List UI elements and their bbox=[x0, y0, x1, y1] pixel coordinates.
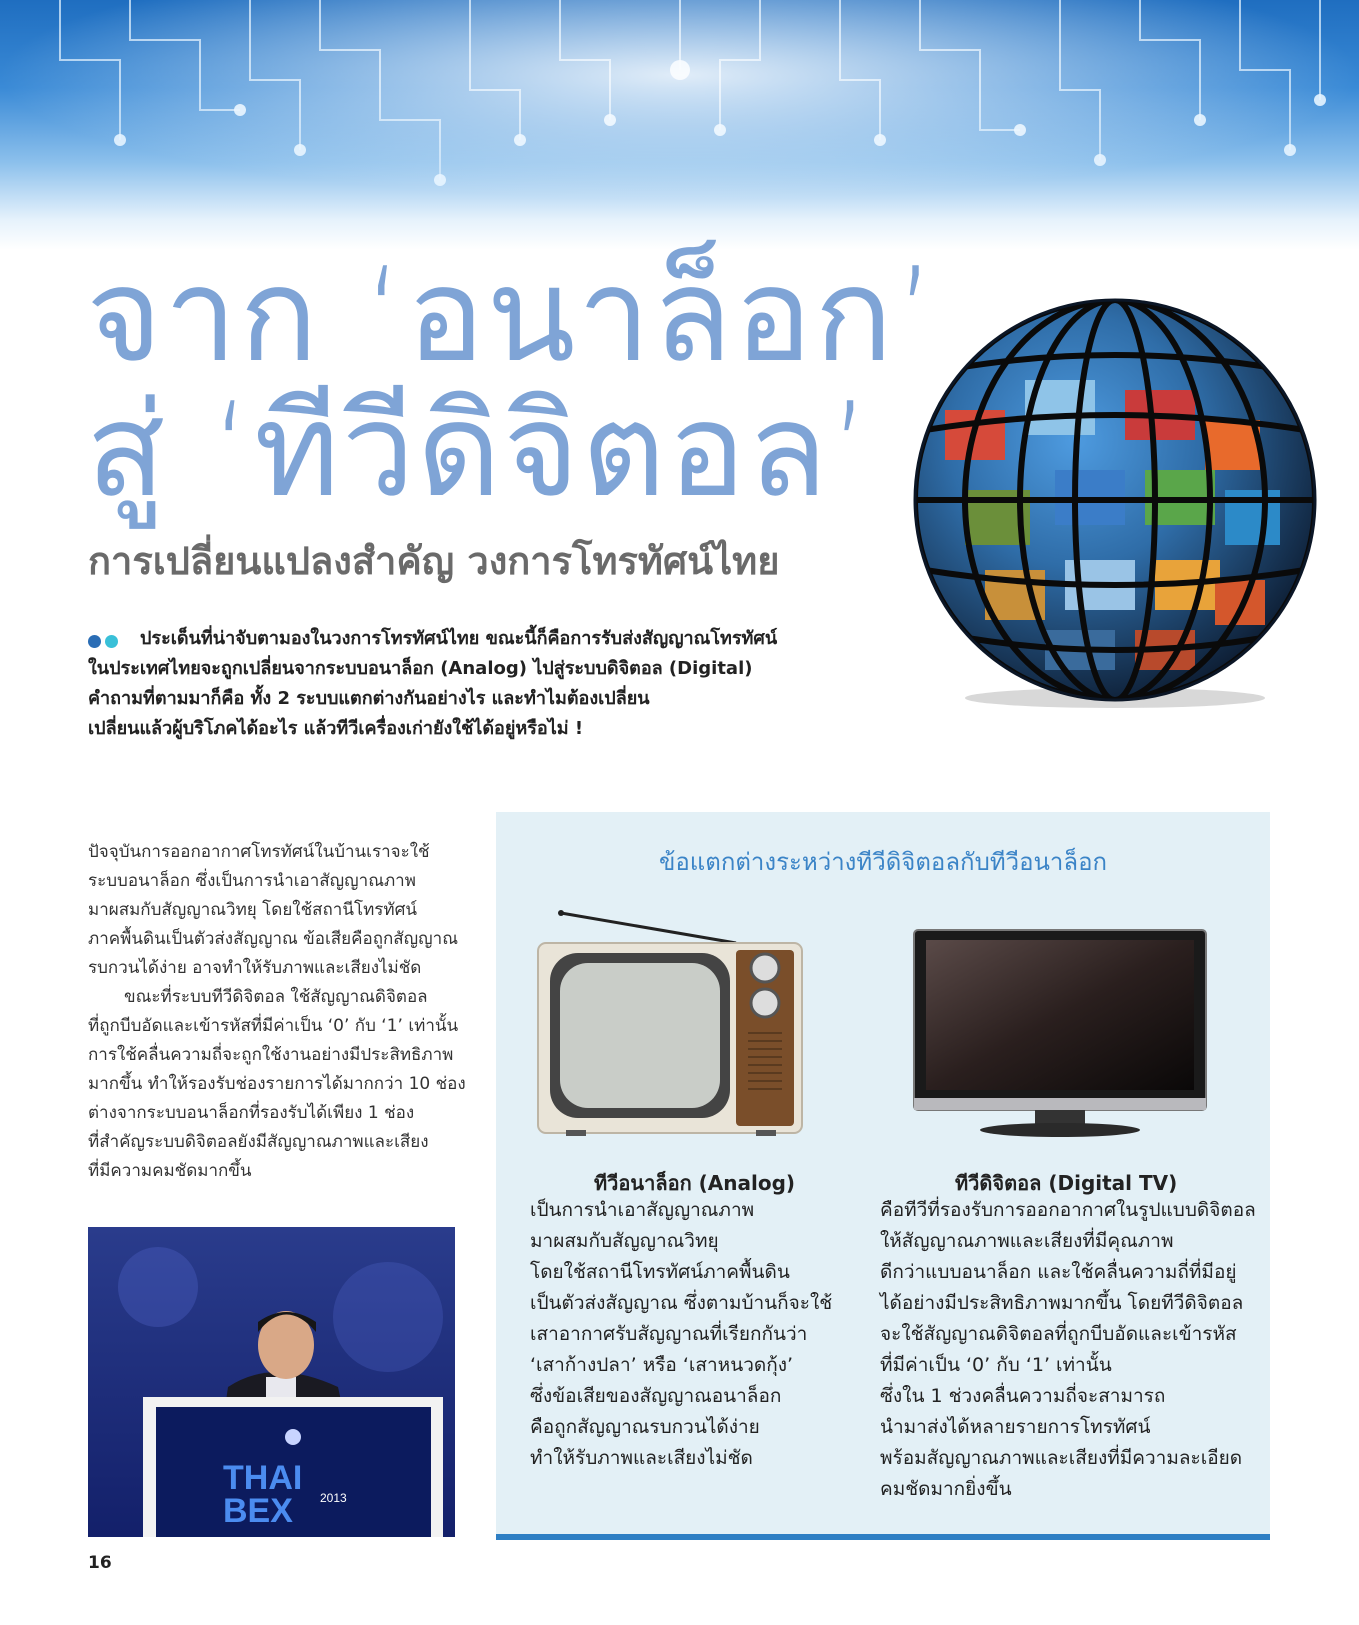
digital-heading: ทีวีดิจิตอล (Digital TV) bbox=[955, 1171, 1178, 1195]
digital-line: นำมาส่งได้หลายรายการโทรทัศน์ bbox=[880, 1416, 1151, 1438]
digital-line: ดีกว่าแบบอนาล็อก และใช้คลื่นความถี่ที่มีอยู่ bbox=[880, 1261, 1237, 1283]
body-line: ที่สำคัญระบบดิจิตอลยังมีสัญญาณภาพและเสียง bbox=[88, 1132, 429, 1152]
headline-line-2: สู่ ‘ทีวีดิจิตอล’ bbox=[86, 374, 873, 526]
digital-line: คือทีวีที่รองรับการออกอากาศในรูปแบบดิจิตอล bbox=[880, 1199, 1256, 1221]
digital-line: ซึ่งใน 1 ช่วงคลื่นความถี่จะสามารถ bbox=[880, 1385, 1166, 1407]
speaker-photo bbox=[88, 1227, 455, 1537]
digital-line: ที่มีค่าเป็น ‘0’ กับ ‘1’ เท่านั้น bbox=[880, 1354, 1112, 1376]
intro-line: คำถามที่ตามมาก็คือ ทั้ง 2 ระบบแตกต่างกันอย่างไร และทำไมต้องเปลี่ยน bbox=[88, 688, 650, 709]
intro-line: ในประเทศไทยจะถูกเปลี่ยนจากระบบอนาล็อก (Analog) ไปสู่ระบบดิจิตอล (Digital) bbox=[88, 658, 753, 679]
podium-year-text: 2013 bbox=[320, 1491, 347, 1505]
body-line: มาผสมกับสัญญาณวิทยุ โดยใช้สถานีโทรทัศน์ bbox=[88, 900, 418, 920]
analog-line: ซึ่งข้อเสียของสัญญาณอนาล็อก bbox=[530, 1385, 782, 1407]
headline-line-1: จาก ‘อนาล็อก’ bbox=[86, 239, 939, 391]
digital-line: ได้อย่างมีประสิทธิภาพมากขึ้น โดยทีวีดิจิตอล bbox=[880, 1292, 1244, 1314]
digital-line: คมชัดมากยิ่งขึ้น bbox=[880, 1478, 1012, 1500]
analog-heading: ทีวีอนาล็อก (Analog) bbox=[594, 1171, 796, 1195]
body-line: ปัจจุบันการออกอากาศโทรทัศน์ในบ้านเราจะใช้ bbox=[88, 842, 430, 862]
analog-line: ‘เสาก้างปลา’ หรือ ‘เสาหนวดกุ้ง’ bbox=[530, 1354, 794, 1376]
analog-line: ทำให้รับภาพและเสียงไม่ชัด bbox=[530, 1447, 753, 1469]
body-line: ที่มีความคมชัดมากขึ้น bbox=[88, 1161, 252, 1181]
analog-line: คือถูกสัญญาณรบกวนได้ง่าย bbox=[530, 1416, 760, 1438]
analog-line: เป็นตัวส่งสัญญาณ ซึ่งตามบ้านก็จะใช้ bbox=[530, 1292, 833, 1314]
body-line: ระบบอนาล็อก ซึ่งเป็นการนำเอาสัญญาณภาพ bbox=[88, 871, 416, 891]
analog-line: เสาอากาศรับสัญญาณที่เรียกกันว่า bbox=[530, 1323, 808, 1345]
comparison-title: ข้อแตกต่างระหว่างทีวีดิจิตอลกับทีวีอนาล็อก bbox=[658, 848, 1108, 876]
tv-screens-globe-image bbox=[905, 290, 1325, 710]
body-line: มากขึ้น ทำให้รองรับช่องรายการได้มากกว่า 10 ช่อง bbox=[88, 1074, 466, 1094]
intro-line: ประเด็นที่น่าจับตามองในวงการโทรทัศน์ไทย ขณะนี้ก็คือการรับส่งสัญญาณโทรทัศน์ bbox=[140, 628, 778, 649]
analog-line: โดยใช้สถานีโทรทัศน์ภาคพื้นดิน bbox=[530, 1261, 790, 1283]
body-line: ภาคพื้นดินเป็นตัวส่งสัญญาณ ข้อเสียคือถูกสัญญาณ bbox=[88, 929, 458, 949]
digital-tv-image bbox=[910, 928, 1210, 1138]
analog-line: มาผสมกับสัญญาณวิทยุ bbox=[530, 1230, 719, 1252]
body-line: ขณะที่ระบบทีวีดิจิตอล ใช้สัญญาณดิจิตอล bbox=[124, 987, 428, 1007]
intro-line: เปลี่ยนแล้วผู้บริโภคได้อะไร แล้วทีวีเครื่องเก่ายังใช้ได้อยู่หรือไม่ ! bbox=[88, 718, 584, 739]
podium-logo-text: BEX bbox=[223, 1492, 293, 1530]
digital-line: พร้อมสัญญาณภาพและเสียงที่มีความละเอียด bbox=[880, 1447, 1243, 1469]
body-line: ที่ถูกบีบอัดและเข้ารหัสที่มีค่าเป็น ‘0’ กับ ‘1’ เท่านั้น bbox=[88, 1016, 459, 1036]
body-line: การใช้คลื่นความถี่จะถูกใช้งานอย่างมีประสิทธิภาพ bbox=[88, 1045, 454, 1065]
header-banner bbox=[0, 0, 1359, 250]
bullet-dots-icon bbox=[88, 633, 128, 649]
body-line: ต่างจากระบบอนาล็อกที่รองรับได้เพียง 1 ช่อง bbox=[88, 1103, 415, 1123]
digital-line: จะใช้สัญญาณดิจิตอลที่ถูกบีบอัดและเข้ารหัส bbox=[880, 1323, 1237, 1345]
analog-line: เป็นการนำเอาสัญญาณภาพ bbox=[530, 1199, 755, 1221]
body-line: รบกวนได้ง่าย อาจทำให้รับภาพและเสียงไม่ชัด bbox=[88, 958, 422, 978]
subheadline: การเปลี่ยนแปลงสำคัญ วงการโทรทัศน์ไทย bbox=[88, 539, 780, 583]
circuit-pattern-graphic bbox=[0, 0, 1359, 250]
page-number: 16 bbox=[88, 1553, 112, 1573]
digital-line: ให้สัญญาณภาพและเสียงที่มีคุณภาพ bbox=[880, 1230, 1174, 1252]
podium-logo-text: THAI bbox=[223, 1459, 303, 1497]
analog-tv-image bbox=[536, 908, 806, 1138]
